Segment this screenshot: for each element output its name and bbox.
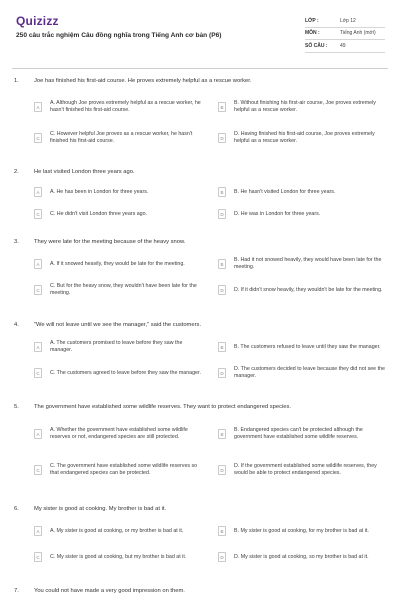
option-text: A. He has been in London for three years. [50, 188, 149, 195]
option-letter-box[interactable]: B [218, 526, 226, 536]
header-divider [12, 68, 388, 69]
option-c[interactable] [34, 205, 204, 223]
option-b[interactable] [218, 520, 388, 542]
option-text: A. Whether the government have established some wildlife reserves or not, endangered species are still protected. [50, 427, 188, 440]
option-text: C. He didn't visit London three years ago. [50, 210, 147, 217]
meta-key: MÔN : [305, 30, 320, 37]
option-text: B. Had it not snowed heavily, they would have been late for the meeting. [234, 257, 382, 270]
option-text: A. Although Joe proves extremely helpful as a rescue worker, he hasn't finished his first-aid course. [50, 100, 201, 113]
option-letter-box[interactable]: B [218, 259, 226, 269]
option-text: D. If it didn't snow heavily, they wouldn't be late for the meeting. [234, 286, 383, 293]
option-a[interactable] [34, 418, 204, 450]
option-text: D. Having finished his first-aid course, Joe proves extremely helpful as a rescue worker. [234, 131, 375, 144]
option-letter-box[interactable]: B [218, 429, 226, 439]
option-letter-box[interactable]: C [34, 552, 42, 562]
option-letter-box[interactable]: C [34, 465, 42, 475]
option-letter-box[interactable]: A [34, 102, 42, 112]
option-c[interactable] [34, 126, 204, 150]
option-text: D. He was in London for three years. [234, 210, 321, 217]
option-c[interactable] [34, 546, 204, 568]
meta-key: LỚP : [305, 17, 319, 24]
option-a[interactable] [34, 253, 204, 275]
meta-row-count [305, 40, 385, 53]
option-d[interactable] [218, 279, 388, 301]
option-text: B. Endangered species can't be protected although the government have established some wildlife reserves. [234, 427, 363, 440]
option-text: C. My sister is good at cooking, but my brother is bad at it. [50, 553, 187, 560]
option-text: A. The customers promised to leave before they saw the manager. [50, 340, 183, 353]
option-letter-box[interactable]: D [218, 285, 226, 295]
quizizz-logo: Quizizz [16, 14, 59, 28]
option-d[interactable] [218, 454, 388, 486]
options-grid [34, 336, 388, 388]
option-c[interactable] [34, 454, 204, 486]
question-text: The government have established some wildlife reserves. They want to protect endangered species. [34, 404, 292, 410]
question-text: Joe has finished his first-aid course. He proves extremely helpful as a rescue worker. [34, 78, 252, 84]
option-text: D. My sister is good at cooking, so my brother is bad at it. [234, 553, 369, 560]
option-text: B. Without finishing his first-air course, Joe proves extremely helpful as a rescue worker. [234, 100, 376, 113]
option-b[interactable] [218, 418, 388, 450]
meta-value: Tiếng Anh (mới) [340, 30, 376, 37]
option-letter-box[interactable]: C [34, 133, 42, 143]
question-text: My sister is good at cooking. My brother is bad at it. [34, 506, 167, 512]
option-letter-box[interactable]: A [34, 342, 42, 352]
option-letter-box[interactable]: D [218, 133, 226, 143]
question-text: You could not have made a very good impression on them. [34, 588, 185, 594]
option-letter-box[interactable]: A [34, 429, 42, 439]
page-title: 250 câu trắc nghiệm Câu đồng nghĩa trong Tiếng Anh cơ bản (P6) [16, 32, 222, 39]
question-number: 4. [14, 322, 19, 328]
option-c[interactable] [34, 279, 204, 301]
question-number: 2. [14, 169, 19, 175]
option-text: B. My sister is good at cooking, for my brother is bad at it. [234, 527, 369, 534]
question-text: They were late for the meeting because of the heavy snow. [34, 239, 186, 245]
option-letter-box[interactable]: C [34, 285, 42, 295]
option-text: A. My sister is good at cooking, or my brother is bad at it. [50, 527, 184, 534]
options-grid [34, 253, 388, 305]
option-letter-box[interactable]: B [218, 102, 226, 112]
option-b[interactable] [218, 183, 388, 201]
option-letter-box[interactable]: D [218, 552, 226, 562]
option-letter-box[interactable]: A [34, 526, 42, 536]
option-d[interactable] [218, 126, 388, 150]
option-text: B. The customers refused to leave until they saw the manager. [234, 343, 381, 350]
option-b[interactable] [218, 92, 388, 122]
option-text: D. The customers decided to leave because they did not see the manager. [234, 366, 385, 379]
meta-value: 49 [340, 42, 346, 49]
option-d[interactable] [218, 546, 388, 568]
option-letter-box[interactable]: C [34, 209, 42, 219]
options-grid [34, 418, 388, 490]
option-text: C. The customers agreed to leave before they saw the manager. [50, 369, 201, 376]
meta-value: Lớp 12 [340, 17, 356, 24]
option-text: C. The government have established some wildlife reserves so that endangered species can be protected. [50, 463, 198, 476]
option-b[interactable] [218, 253, 388, 275]
option-a[interactable] [34, 92, 204, 122]
option-letter-box[interactable]: A [34, 187, 42, 197]
option-letter-box[interactable]: D [218, 465, 226, 475]
question-text: "We will not leave until we see the manager," said the customers. [34, 322, 202, 328]
option-text: A. If it snowed heavily, they would be late for the meeting. [50, 260, 185, 267]
option-text: D. If the government established some wildlife reserves, they would be able to protect endangered species. [234, 463, 377, 476]
option-c[interactable] [34, 362, 204, 384]
options-grid [34, 183, 388, 227]
option-text: C. However helpful Joe proves as a rescue worker, he hasn't finished his first-aid course. [50, 131, 193, 144]
question-number: 7. [14, 588, 19, 594]
meta-row-subject [305, 28, 385, 41]
option-d[interactable] [218, 205, 388, 223]
question-number: 6. [14, 506, 19, 512]
option-letter-box[interactable]: B [218, 342, 226, 352]
meta-table [305, 15, 385, 53]
option-text: C. But for the heavy snow, they wouldn't have been late for the meeting. [50, 283, 197, 296]
options-grid [34, 92, 388, 154]
option-b[interactable] [218, 336, 388, 358]
question-number: 5. [14, 404, 19, 410]
option-letter-box[interactable]: D [218, 368, 226, 378]
option-letter-box[interactable]: B [218, 187, 226, 197]
meta-key: SỐ CÂU : [305, 42, 328, 49]
option-a[interactable] [34, 520, 204, 542]
option-letter-box[interactable]: C [34, 368, 42, 378]
question-number: 1. [14, 78, 19, 84]
question-number: 3. [14, 239, 19, 245]
option-letter-box[interactable]: A [34, 259, 42, 269]
option-a[interactable] [34, 336, 204, 358]
options-grid [34, 520, 388, 572]
meta-row-class [305, 15, 385, 28]
question-text: He last visited London three years ago. [34, 169, 135, 175]
option-text: B. He hasn't visited London for three years. [234, 188, 336, 195]
option-a[interactable] [34, 183, 204, 201]
option-d[interactable] [218, 362, 388, 384]
option-letter-box[interactable]: D [218, 209, 226, 219]
